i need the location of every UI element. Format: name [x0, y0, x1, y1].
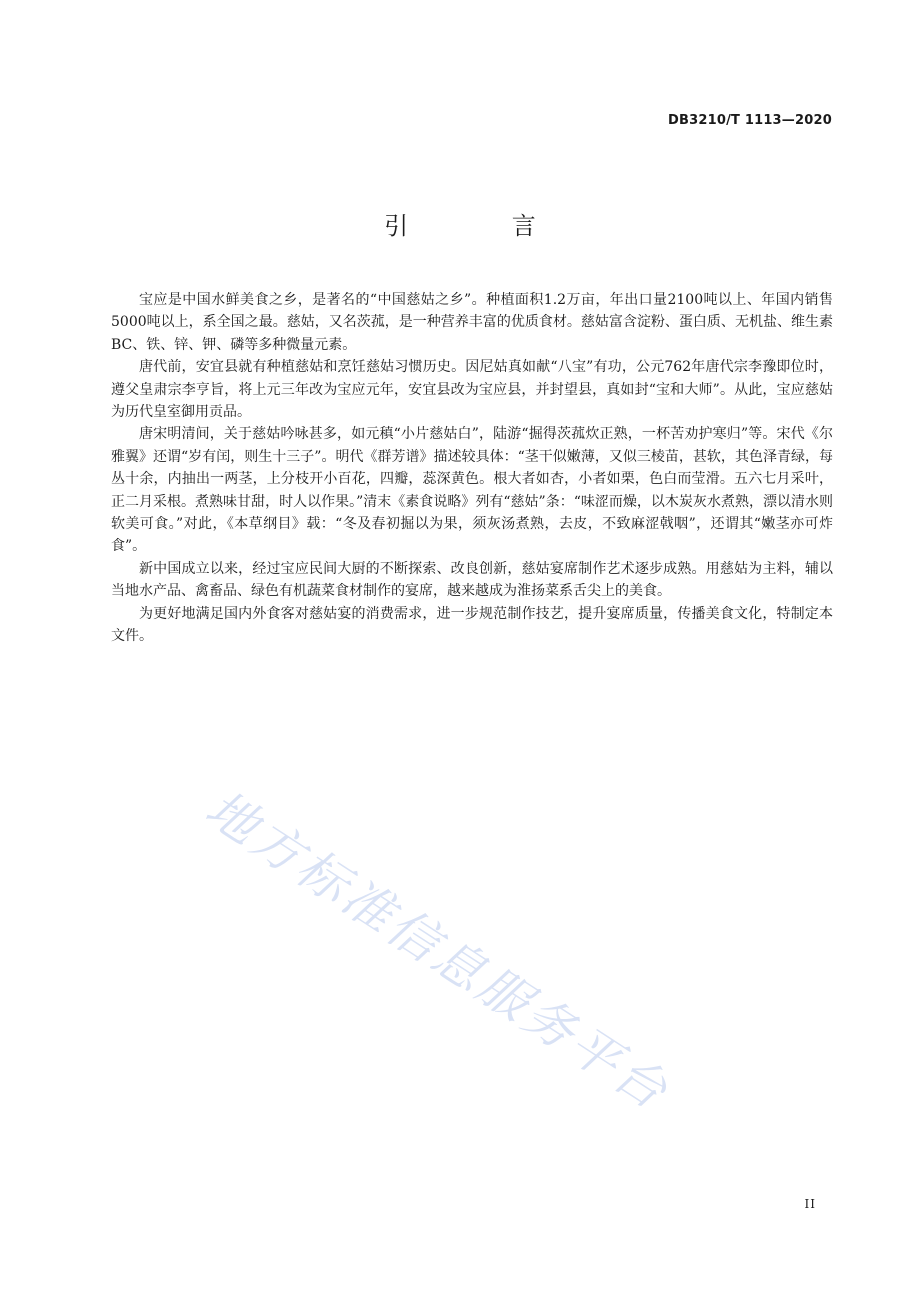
page-number: II [804, 1197, 816, 1211]
paragraph-origin: 宝应是中国水鲜美食之乡，是著名的“中国慈姑之乡”。种植面积1.2万亩，年出口量2100吨以上、年国内销售5000吨以上，系全国之最。慈姑，又名茨菰，是一种营养丰富的优质食材。慈姑富含淀粉、蛋白质、无机盐、维生素BC、铁、锌、钾、磷等多种微量元素。 [111, 292, 833, 353]
watermark: 地方标准信息服务平台 [195, 779, 680, 1122]
paragraph-history: 唐代前，安宜县就有种植慈姑和烹饪慈姑习惯历史。因尼姑真如献“八宝”有功，公元762年唐代宗李豫即位时，遵父皇肃宗李亨旨，将上元三年改为宝应元年，安宜县改为宝应县，并封望县，真如封“宝和大师”。从此，宝应慈姑为历代皇室御用贡品。 [111, 359, 833, 421]
paragraph-purpose: 为更好地满足国内外食客对慈姑宴的消费需求，进一步规范制作技艺，提升宴席质量，传播美食文化，特制定本文件。 [111, 605, 833, 645]
standard-code: DB3210/T 1113—2020 [668, 113, 832, 128]
page-title: 引 言 [384, 212, 584, 240]
introduction-body [111, 289, 833, 648]
paragraph-literature: 唐宋明清间，关于慈姑吟咏甚多，如元稹“小片慈姑白”，陆游“掘得茨菰炊正熟，一杯苦劝护寒归”等。宋代《尔雅翼》还谓“岁有闰，则生十三子”。明代《群芳谱》描述较具体：“茎干似嫩薄，又似三棱苗，甚软，其色泽青绿，每丛十余，内抽出一两茎，上分枝开小百花，四瓣，蕊深黄色。根大者如杏，小者如栗，色白而莹滑。五六七月采叶，正二月采根。煮熟味甘甜，时人以作果。”清末《素食说略》列有“慈姑”条：“味涩而燥，以木炭灰水煮熟，漂以清水则软美可食。”对此，《本草纲目》载：“冬及春初掘以为果，须灰汤煮熟，去皮，不致麻涩戟咽”，还谓其“嫩茎亦可炸食”。 [111, 426, 833, 555]
paragraph-modern: 新中国成立以来，经过宝应民间大厨的不断探索、改良创新，慈姑宴席制作艺术逐步成熟。用慈姑为主料，辅以当地水产品、禽畜品、绿色有机蔬菜食材制作的宴席，越来越成为淮扬菜系舌尖上的美食。 [111, 560, 833, 600]
